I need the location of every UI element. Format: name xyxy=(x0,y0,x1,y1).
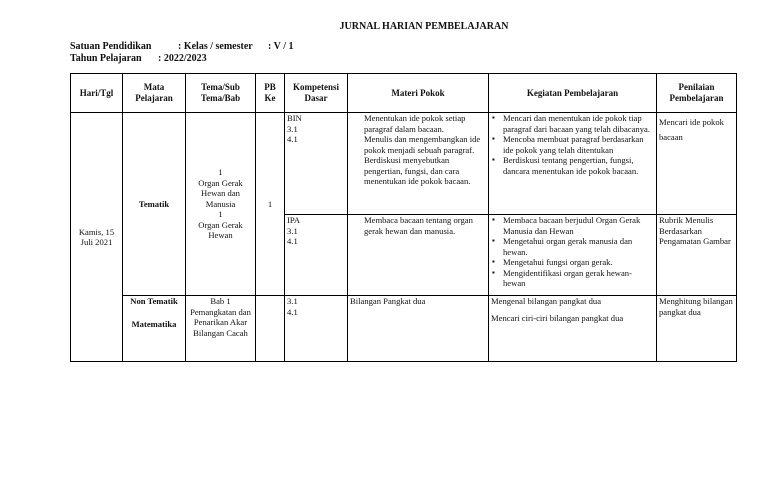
penilaian-bin: Mencari ide pokok bacaan xyxy=(657,113,737,215)
table-row xyxy=(71,296,737,362)
header-row xyxy=(71,74,737,113)
kd-ipa: IPA 3.1 4.1 xyxy=(285,215,348,296)
tema-tematik: 1 Organ Gerak Hewan dan Manusia 1 Organ Gerak Hewan xyxy=(186,113,256,296)
document-title: JURNAL HARIAN PEMBELAJARAN xyxy=(339,21,509,32)
kegiatan-bin xyxy=(489,113,657,215)
day-cell: Kamis, 15 Juli 2021 xyxy=(71,113,123,362)
header-materi: Materi Pokok xyxy=(348,74,489,113)
list-item: ▪ Berdiskusi tentang pengertian, fungsi, dancara menentukan ide pokok bacaan. xyxy=(503,155,654,176)
materi-mtk: Bilangan Pangkat dua xyxy=(348,296,489,362)
table-row xyxy=(71,113,737,215)
kelas-label: : Kelas / semester xyxy=(178,41,253,52)
materi-ipa: Membaca bacaan tentang organ gerak hewan dan manusia. xyxy=(348,215,489,296)
mapel-nontematik xyxy=(123,296,186,362)
kegiatan-mtk-1: Mengenal bilangan pangkat dua xyxy=(491,296,602,306)
list-item: ▪ Mencoba membuat paragraf berdasarkan ide pokok yang telah ditentukan xyxy=(503,134,654,155)
header-kegiatan: Kegiatan Pembelajaran xyxy=(489,74,657,113)
kegiatan-ipa xyxy=(489,215,657,296)
meta-line-1 xyxy=(70,41,293,52)
satuan-label: Satuan Pendidikan xyxy=(70,41,152,52)
mapel-tematik: Tematik xyxy=(123,113,186,296)
materi-bin: Menentukan ide pokok setiap paragraf dalam bacaan. Menulis dan mengembangkan ide pokok menjadi sebuah paragraf. Berdiskusi menyebutkan pengertian, fungsi, dan cara menentukan ide pokok bacaan. xyxy=(348,113,489,215)
list-item: ▪ Membaca bacaan berjudul Organ Gerak Manusia dan Hewan xyxy=(503,215,654,236)
list-item: ▪ Mengidentifikasi organ gerak hewan-hewan xyxy=(503,268,654,289)
header-mapel: Mata Pelajaran xyxy=(123,74,186,113)
matematika-label: Matematika xyxy=(131,318,177,329)
tema-nontematik: Bab 1 Pemangkatan dan Penarikan Akar Bilangan Cacah xyxy=(186,296,256,362)
kd-mtk: 3.1 4.1 xyxy=(285,296,348,362)
header-kd: Kompetensi Dasar xyxy=(285,74,348,113)
journal-table xyxy=(70,73,737,362)
kd-bin: BIN 3.1 4.1 xyxy=(285,113,348,215)
tahun-label: Tahun Pelajaran xyxy=(70,53,142,64)
pb-tematik: 1 xyxy=(256,113,285,296)
penilaian-ipa: Rubrik Menulis Berdasarkan Pengamatan Gambar xyxy=(657,215,737,296)
header-penilaian: Penilaian Pembelajaran xyxy=(657,74,737,113)
header-pb: PB Ke xyxy=(256,74,285,113)
penilaian-mtk: Menghitung bilangan pangkat dua xyxy=(657,296,737,362)
tahun-value: : 2022/2023 xyxy=(158,53,207,64)
kegiatan-mtk xyxy=(489,296,657,362)
list-item: ▪ Mengetahui fungsi organ gerak. xyxy=(503,257,654,268)
pb-nontematik xyxy=(256,296,285,362)
list-item: ▪ Mengetahui organ gerak manusia dan hewan. xyxy=(503,236,654,257)
nontematik-label: Non Tematik xyxy=(130,296,178,306)
header-hari: Hari/Tgl xyxy=(71,74,123,113)
meta-line-2 xyxy=(70,53,207,64)
kegiatan-mtk-2: Mencari ciri-ciri bilangan pangkat dua xyxy=(491,312,624,323)
header-tema: Tema/Sub Tema/Bab xyxy=(186,74,256,113)
list-item: ▪ Mencari dan menentukan ide pokok tiap paragraf dari bacaan yang telah dibacanya. xyxy=(503,113,654,134)
kelas-value: : V / 1 xyxy=(268,41,294,52)
